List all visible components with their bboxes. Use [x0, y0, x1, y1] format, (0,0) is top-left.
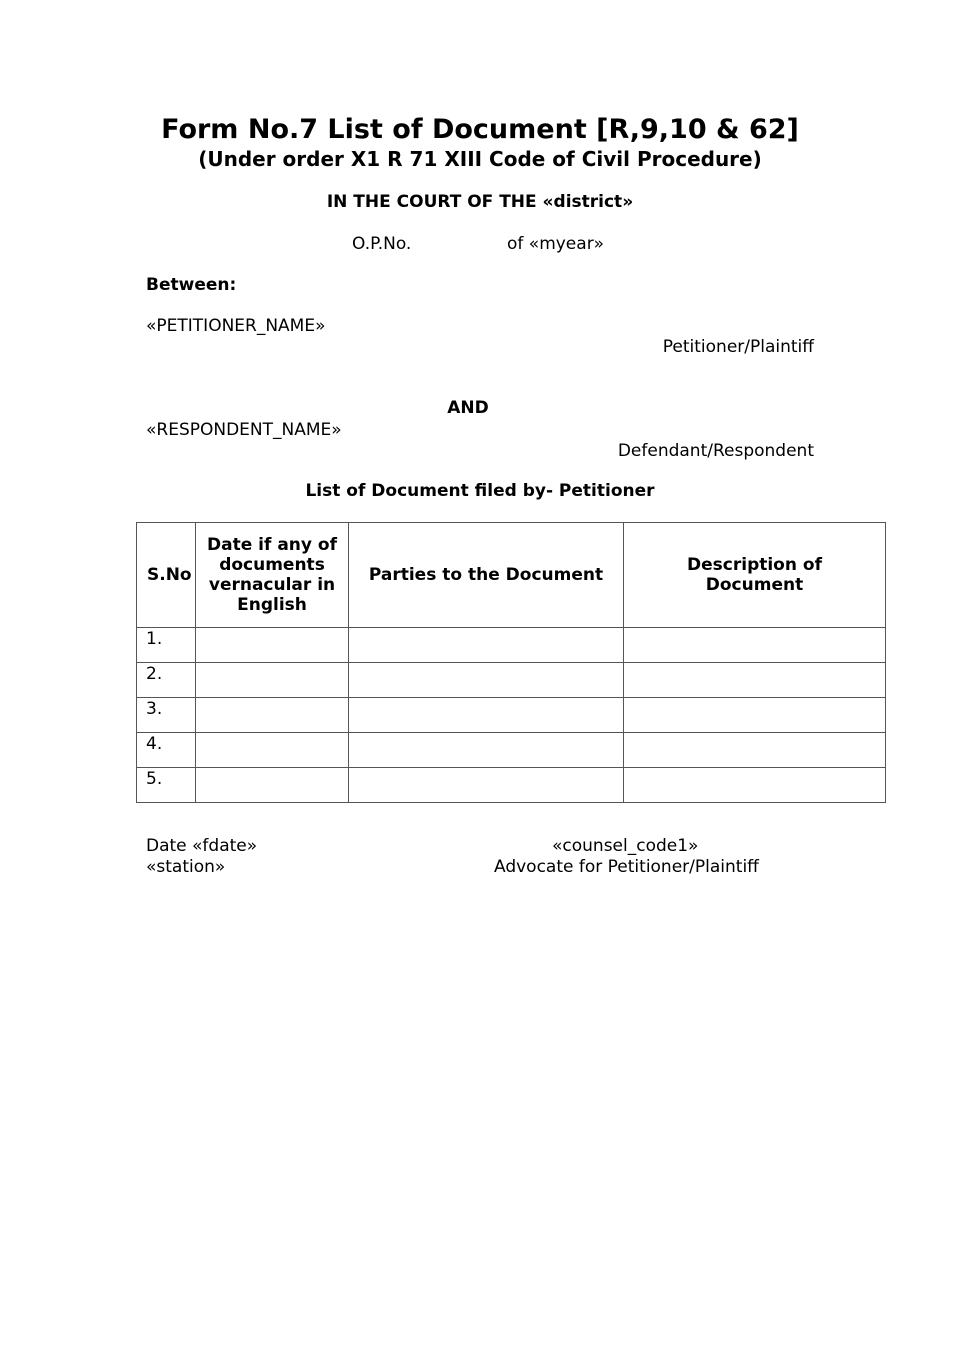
row-description: [624, 698, 886, 733]
filing-station: «station»: [146, 857, 226, 877]
table-row: [137, 698, 886, 733]
counsel-code: «counsel_code1»: [552, 836, 699, 856]
header-parties: Parties to the Document: [349, 523, 624, 628]
table-row: [137, 768, 886, 803]
filing-date: Date «fdate»: [146, 836, 258, 856]
row-date: [196, 768, 349, 803]
row-parties: [349, 768, 624, 803]
table-row: [137, 733, 886, 768]
header-sno: S.No: [137, 523, 196, 628]
row-parties: [349, 628, 624, 663]
row-date: [196, 628, 349, 663]
row-parties: [349, 733, 624, 768]
list-title: List of Document filed by- Petitioner: [305, 481, 655, 501]
table-header-row: [137, 523, 886, 628]
row-date: [196, 733, 349, 768]
table-row: [137, 663, 886, 698]
row-description: [624, 768, 886, 803]
header-date: Date if any of documents vernacular in English: [196, 523, 349, 628]
form-subtitle: (Under order X1 R 71 XIII Code of Civil Procedure): [198, 147, 762, 171]
between-label: Between:: [146, 275, 237, 295]
court-heading: IN THE COURT OF THE «district»: [326, 192, 634, 212]
row-sno: 5.: [137, 768, 196, 803]
advocate-label: Advocate for Petitioner/Plaintiff: [494, 857, 759, 877]
and-separator: AND: [447, 398, 489, 418]
row-sno: 4.: [137, 733, 196, 768]
row-date: [196, 663, 349, 698]
form-title: Form No.7 List of Document [R,9,10 & 62]: [161, 114, 799, 145]
op-number-label: O.P.No.: [352, 234, 412, 254]
row-sno: 3.: [137, 698, 196, 733]
op-year: of «myear»: [507, 234, 605, 254]
petitioner-name: «PETITIONER_NAME»: [146, 316, 326, 336]
row-sno: 1.: [137, 628, 196, 663]
row-description: [624, 663, 886, 698]
header-description: Description of Document: [624, 523, 886, 628]
row-sno: 2.: [137, 663, 196, 698]
row-parties: [349, 663, 624, 698]
table-row: [137, 628, 886, 663]
row-parties: [349, 698, 624, 733]
documents-table: [136, 522, 886, 803]
respondent-role: Defendant/Respondent: [617, 441, 814, 461]
row-date: [196, 698, 349, 733]
row-description: [624, 733, 886, 768]
row-description: [624, 628, 886, 663]
petitioner-role: Petitioner/Plaintiff: [662, 337, 814, 357]
respondent-name: «RESPONDENT_NAME»: [146, 420, 342, 440]
